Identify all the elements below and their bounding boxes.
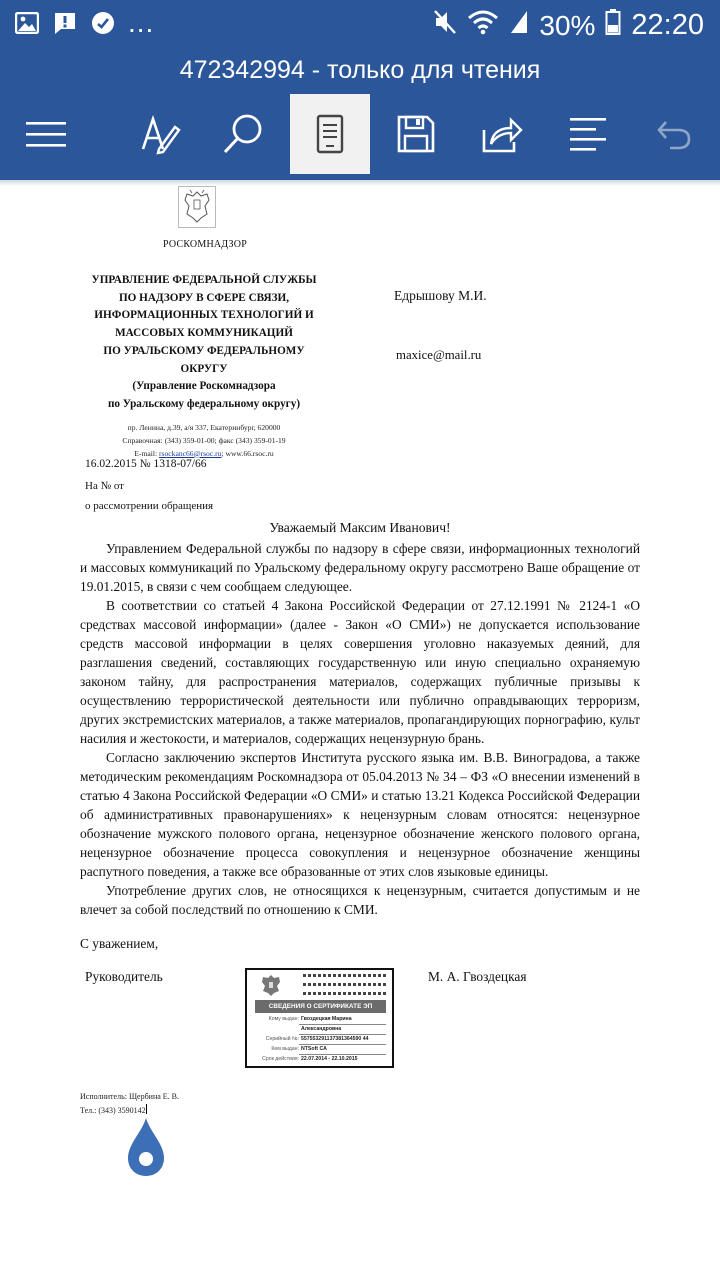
search-button[interactable] [203,94,283,174]
save-icon [396,114,436,154]
clock: 22:20 [631,9,704,41]
document-title: 472342994 - только для чтения [0,48,720,94]
recipient-name: Едрышову М.И. [394,288,487,303]
org-line: ПО НАДЗОРУ В СФЕРЕ СВЯЗИ, [118,291,290,304]
menu-button[interactable] [6,94,86,174]
agency-name: РОСКОМНАДЗОР [163,239,247,250]
app-toolbar [0,94,720,180]
date-number: 16.02.2015 № 1318-07/66 [85,458,207,470]
phone-fax-line: Справочная: (343) 359-01-00; факс (343) 359-01-19 [122,435,286,445]
paragraph: В соответствии со статьей 4 Закона Российской Федерации от 27.12.1991 № 2124-1 «О средствах массовой информации» (далее - Закон «О СМИ») не допускается использование средств массовой информации в целях совершения уголовно наказуемых деяний, для разглашения сведений, составляющих государственную или иную специально охраняемую законом тайну, для распространения материалов, содержащих публичные призывы к осуществлению террористической деятельности или публично оправдывающих терроризм, других экстремистских материалов, а также материалов, пропагандирующих порнографию, культ насилия и жестокости, и материалов, содержащих нецензурную брань. [80,598,640,746]
more-notifications-indicator: ... [128,7,155,38]
alert-notification-icon [52,10,78,36]
executor-name: Исполнитель: Щербина Е. В. [80,1092,179,1101]
certificate-header-text [303,974,387,1001]
paragraph: Употребление других слов, не относящихся к нецензурным, считается допустимым и не влечет за собой последствий по отношению к СМИ. [80,883,640,917]
executor-phone-line [80,1104,179,1118]
org-line: ПО УРАЛЬСКОМУ ФЕДЕРАЛЬНОМУ [103,344,305,357]
edit-button[interactable] [120,94,200,174]
org-line: МАССОВЫХ КОММУНИКАЦИЙ [115,327,293,340]
signature-certificate-stamp: СВЕДЕНИЯ О СЕРТИФИКАТЕ ЭП Кому выдан: Гвоздецкая Марина Александровна Серийный №: 557553291137381364590 44 Кем выдан: NTSoft CA Срок действия: 22.07.2014 - 22.10.2015 [245,968,394,1068]
address-block [80,422,328,460]
reading-view-button[interactable] [290,94,370,174]
cursor-handle-icon[interactable] [126,1116,166,1178]
mute-icon [433,9,457,42]
battery-icon [605,8,621,43]
paragraph: Согласно заключению экспертов Института русского языка им. В.В. Виноградова, а также методическим рекомендациям Роскомнадзора от 05.04.2013 № 34 – ФЗ «О внесении изменений в статью 4 Закона Российской Федерации «О СМИ» и статью 13.21 Кодекса Российской Федерации об административных правонарушениях» к нецензурным словам относятся: нецензурное обозначение мужского полового органа, нецензурное обозначение женского полового органа, нецензурное обозначение процесса совокупления и нецензурное обозначение женщины распутного поведения, а также все образованные от этих слов языковые единицы. [80,750,640,879]
subject-line: о рассмотрении обращения [85,500,214,512]
reference-line: На № от [85,480,124,492]
save-button[interactable] [376,94,456,174]
executor-block [80,1090,179,1117]
share-icon [481,114,523,154]
text-cursor [146,1104,148,1114]
gallery-notification-icon [14,10,40,36]
closing: С уважением, [80,936,159,951]
letter-body [80,539,640,919]
document-page[interactable] [0,186,720,1280]
org-line: УПРАВЛЕНИЕ ФЕДЕРАЛЬНОЙ СЛУЖБЫ [91,274,317,286]
executor-phone: Тел.: (343) 3590142 [80,1105,146,1115]
certificate-emblem-icon [259,973,283,997]
menu-icon [24,119,68,149]
search-icon [221,112,265,156]
org-line: ОКРУГУ [180,362,228,375]
battery-percent: 30% [539,9,596,41]
org-line: (Управление Роскомнадзора [132,380,276,393]
website-text: ; www.66.rsoc.ru [221,448,274,458]
undo-icon [656,116,692,152]
edit-pen-icon [139,113,181,155]
reading-view-icon [316,114,344,154]
certificate-banner: СВЕДЕНИЯ О СЕРТИФИКАТЕ ЭП [255,1000,386,1013]
outline-button[interactable] [548,94,628,174]
address-line: пр. Ленина, д.39, а/я 337, Екатеринбург, 620000 [127,423,281,432]
share-button[interactable] [462,94,542,174]
undo-button[interactable] [634,94,714,174]
certificate-header [247,970,392,1000]
signer-title: Руководитель [85,969,163,984]
org-line: по Уральскому федеральному округу) [107,397,301,410]
greeting: Уважаемый Максим Иванович! [269,520,451,535]
email-prefix: E-mail: [134,448,159,458]
coat-of-arms-icon [178,186,216,228]
signal-icon [509,9,529,42]
outline-icon [568,116,608,152]
org-line: ИНФОРМАЦИОННЫХ ТЕХНОЛОГИЙ И [94,309,314,322]
wifi-icon [467,9,499,42]
organization-block [80,272,328,414]
email-link[interactable]: rsockanc66@rsoc.ru [159,448,222,458]
browser-notification-icon [90,10,116,36]
recipient-email: maxice@mail.ru [396,348,482,362]
paragraph: Управлением Федеральной службы по надзору в сфере связи, информационных технологий и массовых коммуникаций по Уральскому федеральному округу рассмотрено Ваше обращение от 19.01.2015, в связи с чем сообщаем следующее. [80,541,640,594]
status-bar [0,0,720,48]
signer-name: М. А. Гвоздецкая [428,969,527,984]
